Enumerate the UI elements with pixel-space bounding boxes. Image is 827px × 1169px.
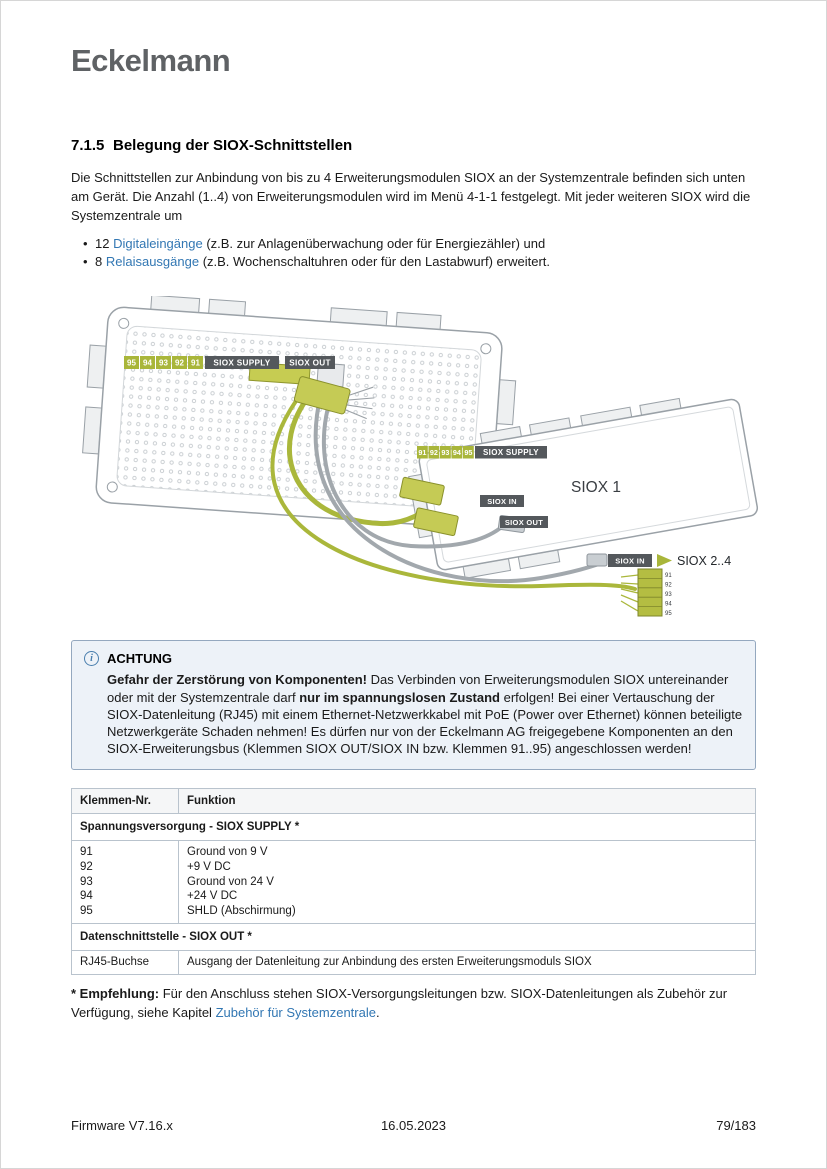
list-item-relaisausgaenge — [71, 253, 756, 272]
klemme-funktion: +24 V DC — [187, 890, 238, 903]
warning-bold-2: nur im spannungslosen Zustand — [299, 689, 500, 705]
siox-out-label: SIOX OUT — [504, 518, 544, 528]
warning-box — [71, 640, 756, 769]
siox-out-label: SIOX OUT — [289, 358, 331, 368]
next-modules-label: SIOX 2..4 — [677, 554, 732, 569]
siox-in-next-label: SIOX IN — [615, 556, 645, 566]
intro-paragraph: Die Schnittstellen zur Anbindung von bis zu 4 Erweiterungsmodulen SIOX an der Systemzentrale befinden sich unten am Gerät. Die Anzahl (1..4) von Erweiterungsmodulen wird im Menü 4-1-1 festgelegt. Mit jeder weiteren SIOX wird die Systemzentrale um — [71, 170, 751, 223]
terminal-number: 95 — [464, 448, 473, 458]
terminal-number: 91 — [418, 448, 427, 458]
diagram-svg — [71, 296, 758, 628]
siox-supply-label: SIOX SUPPLY — [483, 448, 539, 458]
col-header-klemmen: Klemmen-Nr. — [72, 788, 179, 813]
siox-wiring-diagram — [71, 296, 756, 628]
info-icon: i — [84, 651, 99, 666]
table-row-rj45 — [72, 951, 756, 975]
warning-text — [107, 671, 743, 757]
siox-in-label: SIOX IN — [487, 497, 517, 507]
section-heading — [71, 137, 756, 154]
section-title-data: Datenschnittstelle - SIOX OUT * — [72, 924, 756, 951]
bullet-pre: 12 — [95, 235, 114, 251]
recommendation-note — [71, 985, 756, 1023]
bullet-post: (z.B. Wochenschaltuhren oder für den Lastabwurf) erweitert. — [199, 254, 551, 270]
section-title: Belegung der SIOX-Schnittstellen — [113, 137, 353, 154]
right-supply-badge — [417, 446, 547, 459]
klemme-nr: 91 — [80, 845, 93, 858]
bullet-post: (z.B. zur Anlagenüberwachung oder für Energiezähler) und — [202, 235, 546, 251]
warning-text-1: Das Verbinden von Erweiterungsmodulen SIOX untereinander oder mit der Systemzentrale darf — [107, 672, 729, 705]
page-footer — [71, 1118, 756, 1133]
klemme-nr: 92 — [80, 860, 93, 873]
table-row-supply — [72, 840, 756, 924]
cell-klemmen-numbers — [72, 840, 179, 924]
terminal-pin: 91 — [665, 573, 672, 580]
cell-rj45: RJ45-Buchse — [72, 951, 179, 975]
warning-title: ACHTUNG — [107, 651, 172, 667]
warning-bold-1: Gefahr der Zerstörung von Komponenten! — [107, 672, 368, 688]
klemme-funktion: SHLD (Abschirmung) — [187, 905, 296, 918]
section-number: 7.1.5 — [71, 137, 105, 154]
cell-klemmen-functions — [179, 840, 756, 924]
siox-supply-label: SIOX SUPPLY — [213, 358, 271, 368]
warning-text-2: erfolgen! Bei einer Vertauschung der SIOX-Datenleitung (RJ45) mit einem Ethernet-Netzwerkkabel mit PoE (Power over Ethernet) können beteiligte Netzwerkgeräte Schaden nehmen! Es dürfen nur von der Eckelmann AG freigegebene Komponenten an den SIOX-Erweiterungsbus (Klemmen SIOX OUT/SIOX IN bzw. Klemmen 91..95) angeschlossen werden! — [107, 689, 743, 757]
list-item-digitaleingaenge — [71, 235, 756, 254]
terminal-number: 94 — [143, 358, 152, 368]
terminal-block — [638, 569, 662, 616]
footer-page-number: 79/183 — [716, 1118, 756, 1133]
warning-title-row — [84, 651, 743, 666]
col-header-funktion: Funktion — [179, 788, 756, 813]
footer-firmware: Firmware V7.16.x — [71, 1118, 173, 1133]
footer-date: 16.05.2023 — [380, 1118, 447, 1133]
terminal-pin: 93 — [665, 592, 672, 599]
link-relaisausgaenge[interactable]: Relaisausgänge — [105, 254, 200, 270]
rj45-plug-next — [587, 554, 607, 566]
table-section-supply — [72, 813, 756, 840]
terminal-number: 91 — [191, 358, 200, 368]
bullet-pre: 8 — [95, 254, 106, 270]
terminal-number: 93 — [159, 358, 168, 368]
terminal-number: 94 — [452, 448, 461, 458]
arrow-right-icon — [657, 554, 672, 567]
klemme-funktion: Ground von 9 V — [187, 845, 268, 858]
terminal-pin: 94 — [665, 601, 672, 608]
section-title-supply: Spannungsversorgung - SIOX SUPPLY * — [72, 813, 756, 840]
klemme-nr: 94 — [80, 890, 93, 903]
bullet-list — [71, 235, 756, 273]
terminal-pin: 95 — [665, 611, 672, 618]
klemme-funktion: Ground von 24 V — [187, 875, 274, 888]
link-zubehoer-systemzentrale[interactable]: Zubehör für Systemzentrale — [215, 1005, 376, 1021]
klemmen-table — [71, 788, 756, 976]
note-text: Für den Anschluss stehen SIOX-Versorgungsleitungen bzw. SIOX-Datenleitungen als Zubehör zur Verfügung, siehe Kapitel — [71, 986, 728, 1021]
terminal-number: 92 — [175, 358, 184, 368]
terminal-number: 95 — [127, 358, 136, 368]
note-end: . — [375, 1005, 380, 1021]
link-digitaleingaenge[interactable]: Digitaleingänge — [113, 235, 203, 251]
klemme-nr: 93 — [80, 875, 93, 888]
klemme-nr: 95 — [80, 905, 93, 918]
terminal-pin: 92 — [665, 582, 672, 589]
eckelmann-logo: Eckelmann — [71, 43, 231, 78]
terminal-number: 92 — [429, 448, 438, 458]
terminal-number: 93 — [441, 448, 450, 458]
cell-rj45-funktion: Ausgang der Datenleitung zur Anbindung des ersten Erweiterungsmoduls SIOX — [179, 951, 756, 975]
note-bold: * Empfehlung: — [71, 986, 160, 1002]
table-header-row — [72, 788, 756, 813]
klemme-funktion: +9 V DC — [187, 860, 231, 873]
siox-module-label: SIOX 1 — [571, 479, 621, 497]
table-section-data — [72, 924, 756, 951]
